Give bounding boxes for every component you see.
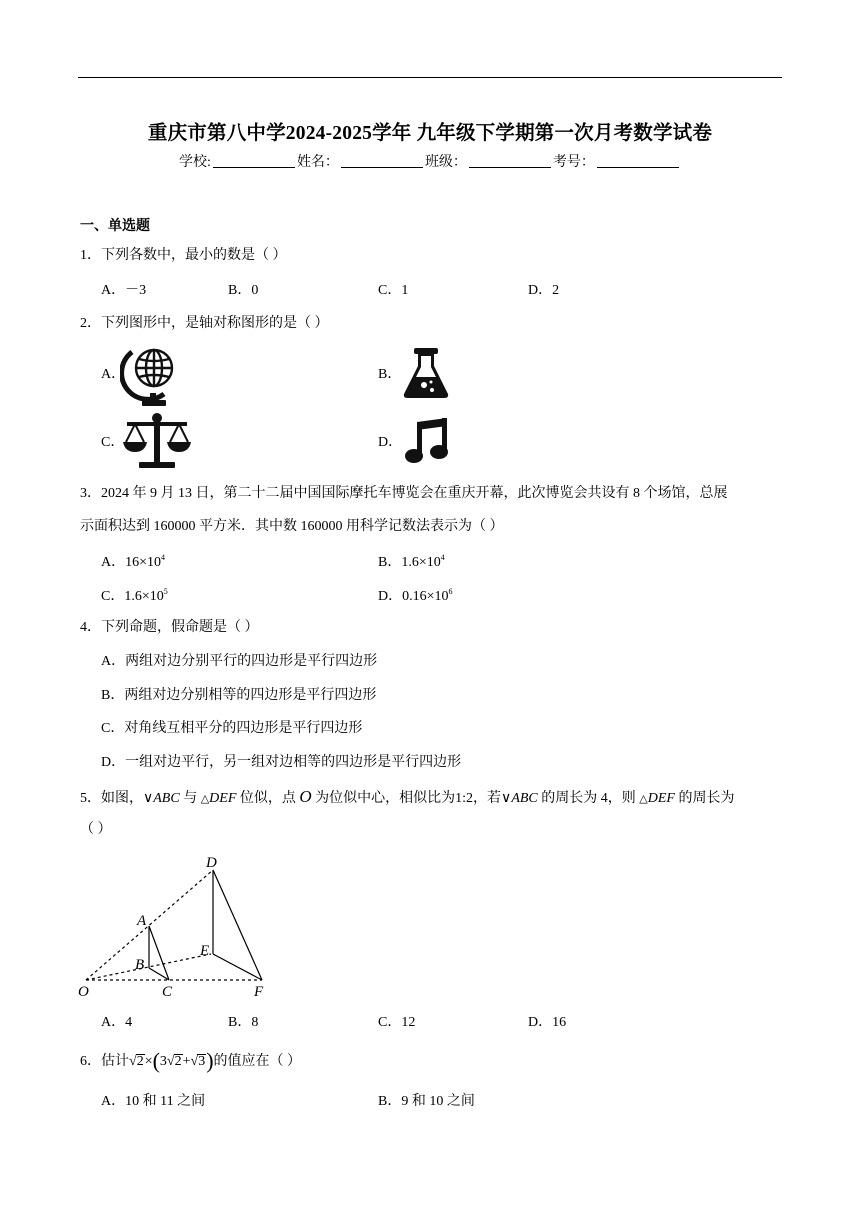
q6-plus: + [182, 1054, 191, 1069]
globe-icon [120, 340, 184, 410]
q5-text-5: 的周长为 4，则 [537, 791, 640, 806]
q6-option-b[interactable]: B．9 和 10 之间 [378, 1094, 475, 1109]
q3-stem-line1: 3．2024 年 9 月 13 日，第二十二届中国国际摩托车博览会在重庆开幕，此次博览会共设有 8 个场馆，总展 [80, 486, 728, 501]
q1-option-a[interactable]: A．－3 [101, 283, 147, 298]
q3-d-exponent: 6 [448, 587, 453, 596]
q3-b-exponent: 4 [440, 553, 445, 562]
q5-triangle-symbol-2: △ [639, 793, 648, 805]
q1-stem: 1．下列各数中，最小的数是（ ） [80, 248, 287, 263]
page-title: 重庆市第八中学2024-2025学年 九年级下学期第一次月考数学试卷 [147, 123, 713, 144]
q2-option-d[interactable]: D． [378, 435, 403, 450]
q2-option-c[interactable]: C． [101, 435, 125, 450]
name-label: 姓名： [296, 155, 339, 170]
q5-stem-line1 [80, 789, 734, 807]
q4-stem: 4．下列命题，假命题是（ ） [80, 620, 259, 635]
q3-a-exponent: 4 [161, 553, 166, 562]
q5-text-6: 的周长为 [674, 791, 735, 806]
homothety-figure [74, 848, 284, 1000]
q5-abc-1: ABC [153, 791, 180, 806]
q6-radicand-2b: 2 [174, 1054, 182, 1069]
label-d: D [206, 855, 217, 871]
school-blank[interactable] [213, 167, 295, 168]
q5-option-b[interactable]: B．8 [228, 1015, 259, 1030]
q5-text-1: 5．如图，∨ [80, 791, 154, 806]
music-note-icon [403, 416, 451, 466]
q5-text-4: 为位似中心，相似比为1:2，若∨ [311, 791, 512, 806]
q6-radicand-2: 2 [136, 1054, 144, 1069]
q6-close-paren: ) [206, 1048, 214, 1073]
q1-option-c[interactable]: C．1 [378, 283, 409, 298]
q4-option-c[interactable]: C．对角线互相平分的四边形是平行四边形 [101, 721, 363, 736]
q3-c-base: C．1.6×10 [101, 589, 164, 604]
q2-stem: 2．下列图形中，是轴对称图形的是（ ） [80, 316, 329, 331]
q1-option-b[interactable]: B．0 [228, 283, 259, 298]
exam-no-blank[interactable] [597, 167, 679, 168]
q3-option-d[interactable] [378, 589, 453, 605]
q5-text-3: 位似，点 [236, 791, 300, 806]
q3-stem-line2: 示面积达到 160000 平方米．其中数 160000 用科学记数法表示为（ ） [80, 519, 504, 534]
q6-coef-3: 3 [159, 1054, 167, 1069]
q5-abc-2: ABC [511, 791, 538, 806]
q6-open-paren: ( [152, 1048, 160, 1073]
q3-d-base: D．0.16×10 [378, 589, 449, 604]
class-label: 班级： [424, 155, 467, 170]
flask-icon [402, 346, 450, 400]
label-f: F [254, 984, 264, 1000]
q1-option-d[interactable]: D．2 [528, 283, 560, 298]
q6-stem [80, 1048, 302, 1073]
q4-option-b[interactable]: B．两组对边分别相等的四边形是平行四边形 [101, 688, 377, 703]
q4-option-a[interactable]: A．两组对边分别平行的四边形是平行四边形 [101, 654, 378, 669]
q5-option-c[interactable]: C．12 [378, 1015, 416, 1030]
top-rule [78, 77, 782, 78]
q5-def-1: DEF [209, 791, 237, 806]
label-b: B [135, 957, 145, 973]
exam-no-label: 考号： [552, 155, 595, 170]
label-a: A [137, 913, 147, 929]
label-c: C [162, 984, 173, 1000]
q5-center-o: O [299, 787, 312, 806]
q3-c-exponent: 5 [163, 587, 168, 596]
q5-def-2: DEF [647, 791, 675, 806]
school-label: 学校: [179, 155, 211, 170]
q6-text-2: 的值应在（ ） [213, 1054, 302, 1069]
sqrt-symbol-3: √ [190, 1054, 199, 1069]
q5-option-a[interactable]: A．4 [101, 1015, 133, 1030]
q3-option-b[interactable] [378, 555, 445, 571]
label-e: E [200, 943, 210, 959]
q2-option-a[interactable]: A． [101, 367, 126, 382]
q6-radicand-3: 3 [198, 1054, 206, 1069]
q3-b-base: B．1.6×10 [378, 555, 441, 570]
q5-option-d[interactable]: D．16 [528, 1015, 567, 1030]
q5-stem-line2: （ ） [80, 822, 112, 837]
q6-times: × [144, 1054, 153, 1069]
sqrt-symbol-2: √ [166, 1054, 175, 1069]
q5-text-2: 与 [179, 791, 201, 806]
q2-option-b[interactable]: B． [378, 367, 402, 382]
q3-option-a[interactable] [101, 555, 165, 571]
q6-option-a[interactable]: A．10 和 11 之间 [101, 1094, 206, 1109]
q3-a-base: A．16×10 [101, 555, 162, 570]
name-blank[interactable] [341, 167, 423, 168]
class-blank[interactable] [469, 167, 551, 168]
sqrt-symbol: √ [129, 1054, 137, 1069]
q4-option-d[interactable]: D．一组对边平行，另一组对边相等的四边形是平行四边形 [101, 755, 462, 770]
q5-triangle-symbol: △ [200, 793, 210, 805]
section-title: 一、单选题 [80, 219, 150, 234]
label-o: O [78, 984, 89, 1000]
scales-icon [121, 412, 193, 470]
q6-text-1: 6．估计 [80, 1054, 129, 1069]
student-info-line [0, 151, 860, 171]
q3-option-c[interactable] [101, 589, 168, 605]
